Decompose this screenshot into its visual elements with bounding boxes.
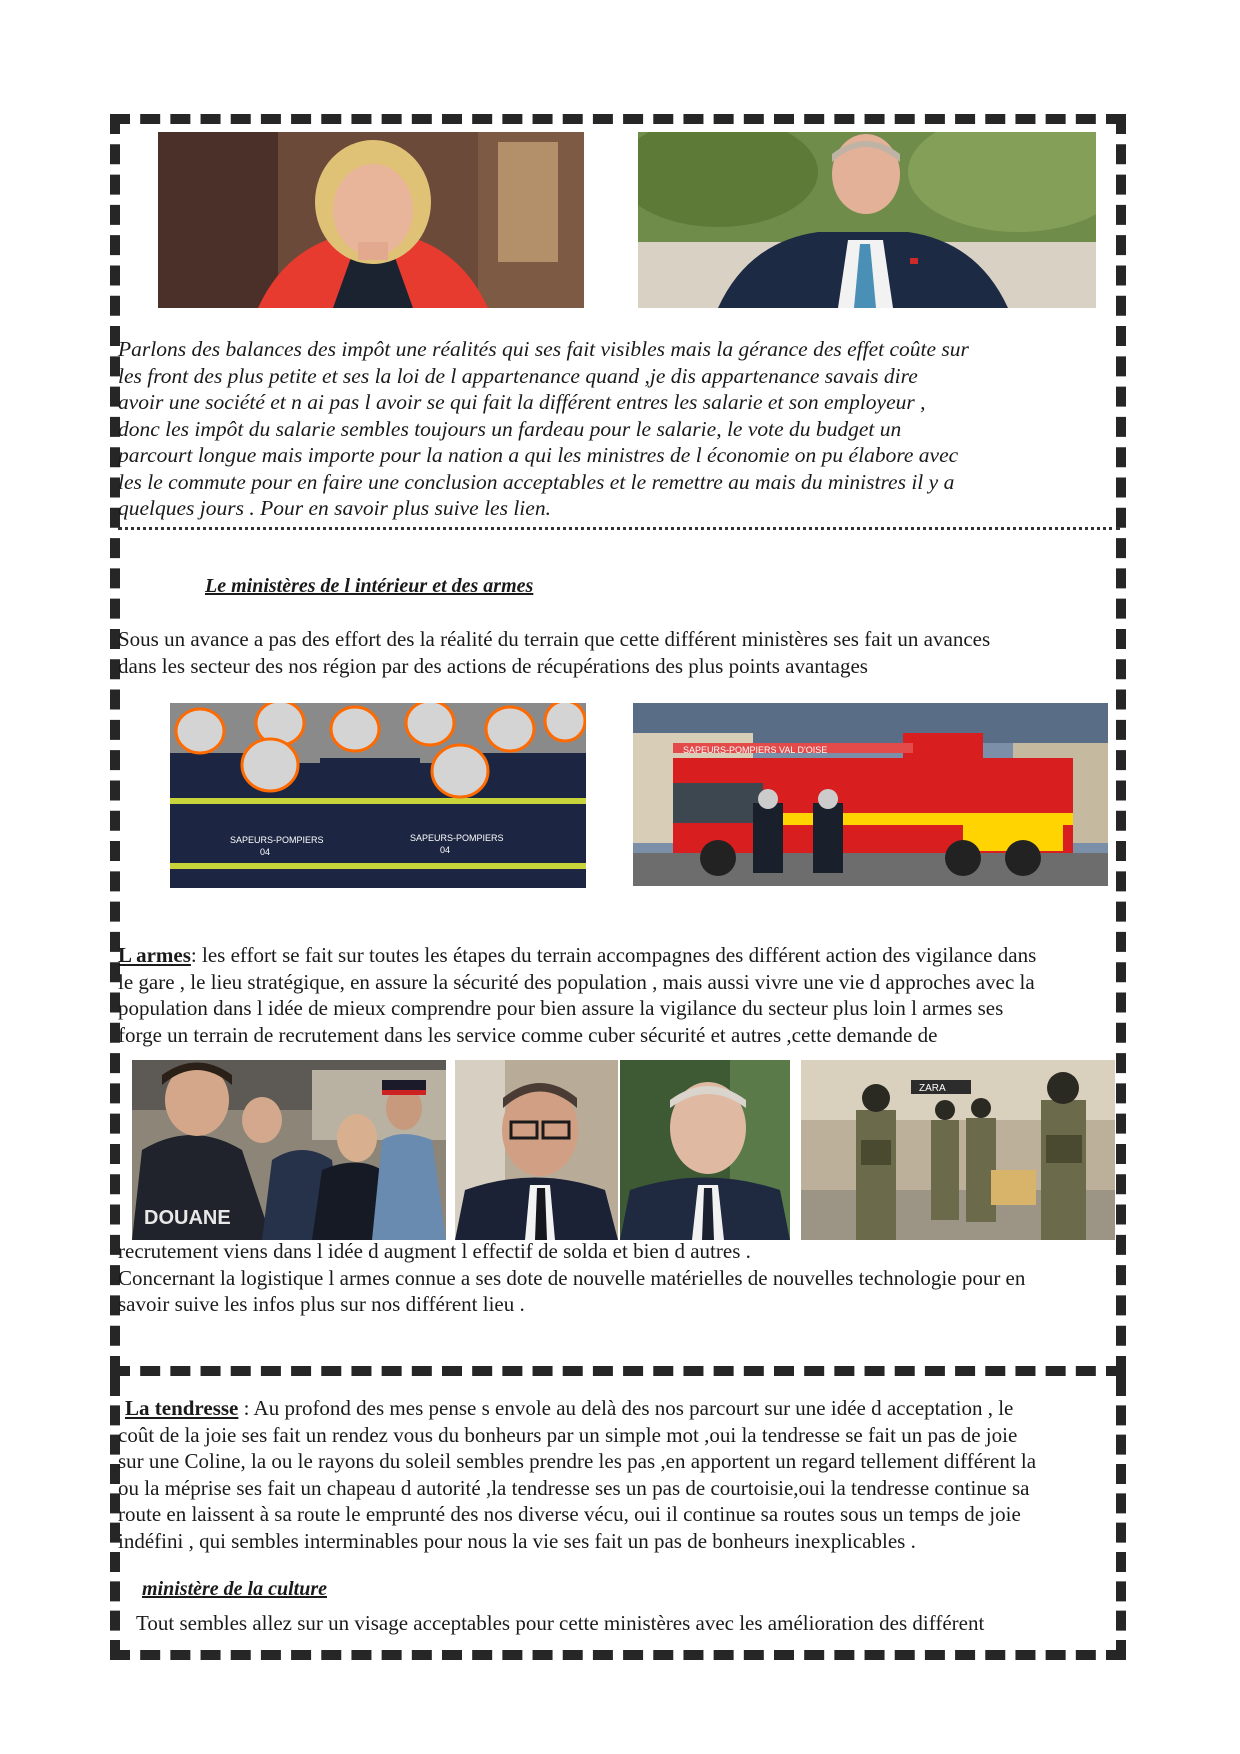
- armes-paragraph: [118, 942, 1128, 1048]
- culture-heading: ministère de la culture: [142, 1578, 327, 1600]
- armes-continuation: recrutement viens dans l idée d augment l effectif de solda et bien d autres . Concernant la logistique l armes connue a ses dote de nouvelle matérielles de nouvelles technologie pour en savoir suive les infos plus sur nos différent lieu .: [118, 1239, 1026, 1316]
- firefighter-jacket-number: 04: [260, 847, 271, 857]
- photo-man-portrait: [638, 132, 1096, 308]
- photo-minister-glasses: [455, 1060, 618, 1240]
- tendresse-lead: La tendresse: [125, 1396, 239, 1420]
- photo-soldiers-patrol: [801, 1060, 1115, 1240]
- photo-woman-portrait: [158, 132, 584, 308]
- tendresse-body: : Au profond des mes pense s envole au delà des nos parcourt sur une idée d acceptation , le coût de la joie ses fait un rendez vous du bonheurs par un simple mot ,oui la tendresse se fait un pas de joie sur une Coline, la ou le rayons du soleil sembles prendre les pas ,en apportent un regard tellement différent la ou la méprise ses fait un chapeau d autorité ,la tendresse ses un pas de courtoisie,oui la tendresse continue sa route en laissent à sa route le emprunté des nos diverse vécu, oui il continue sa routes sous un temps de joie indéfini , qui sembles interminables pour nous la vie ses fait un pas de bonheurs inexplicables .: [118, 1396, 1037, 1553]
- interior-heading: Le ministères de l intérieur et des armes: [205, 575, 534, 597]
- interior-paragraph: Sous un avance a pas des effort des la réalité du terrain que cette différent ministères ses fait un avances dans les secteur des nos région par des actions de récupérations des plus points avantages: [118, 627, 991, 678]
- firefighter-jacket-number-2: 04: [440, 845, 451, 855]
- fire-truck-banner: SAPEURS-POMPIERS VAL D'OISE: [683, 745, 828, 755]
- firefighter-jacket-label: SAPEURS-POMPIERS: [230, 835, 324, 845]
- intro-paragraph: Parlons des balances des impôt une réalités qui ses fait visibles mais la gérance des effet coûte sur les front des plus petite et ses la loi de l appartenance quand ,je dis appartenance savais dire avoir une société et n ai pas l avoir se qui fait la différent entres les salarie et son employeur , donc les impôt du salarie sembles toujours un fardeau pour le salarie, le vote du budget un parcourt longue mais importe pour la nation a qui les ministres de l économie on pu élabore avec les le commute pour en faire une conclusion acceptables et le remettre au mais du ministres il y a quelques jours . Pour en savoir plus suive les lien.: [118, 337, 969, 520]
- shop-sign: ZARA: [919, 1083, 946, 1094]
- armes-lead: L armes: [118, 943, 191, 967]
- photo-customs-officers: [132, 1060, 446, 1240]
- tendresse-paragraph: [118, 1395, 1128, 1554]
- photo-firefighters-group: [170, 703, 586, 888]
- firefighter-jacket-label-2: SAPEURS-POMPIERS: [410, 833, 504, 843]
- photo-minister-elder: [620, 1060, 790, 1240]
- douane-vest-label: DOUANE: [144, 1207, 231, 1229]
- culture-paragraph: Tout sembles allez sur un visage acceptables pour cette ministères avec les amélioration des différent: [136, 1611, 985, 1635]
- armes-body: : les effort se fait sur toutes les étapes du terrain accompagnes des différent action des vigilance dans le gare , le lieu stratégique, en assure la sécurité des population , mais aussi vivre une vie d approches avec la population dans l idée de mieux comprendre pour bien assure la vigilance du secteur plus loin l armes ses forge un terrain de recrutement dans les service comme cuber sécurité et autres ,cette demande de: [118, 943, 1037, 1047]
- photo-fire-truck: [633, 703, 1108, 886]
- section-divider: [118, 527, 1120, 530]
